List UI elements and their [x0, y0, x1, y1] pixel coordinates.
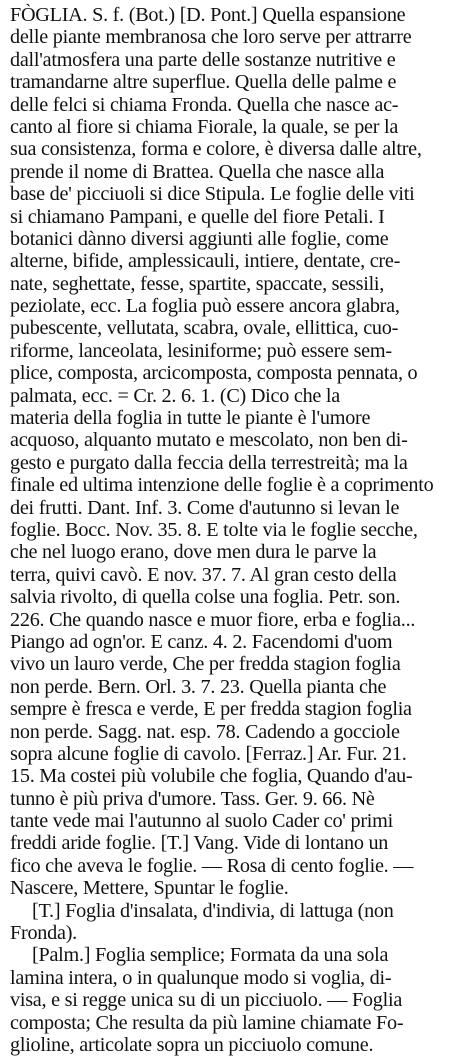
entry-line: base de' picciuoli si dice Stipula. Le foglie delle viti [10, 183, 415, 206]
entry-line: Piango ad ogn'or. E canz. 4. 2. Facendomi d'uom [10, 630, 393, 653]
entry-line: tante vede mai l'autunno al suolo Cader co' primi [10, 810, 393, 833]
entry-line: salvia rivolto, di quella colse una foglia. Petr. son. [10, 586, 401, 609]
dictionary-entry-foglia [10, 4, 466, 1056]
entry-line: si chiamano Pampani, e quelle del fiore Petali. I [10, 205, 385, 228]
entry-line: dei frutti. Dant. Inf. 3. Come d'autunno si levan le [10, 496, 400, 519]
entry-line: terra, quivi cavò. E nov. 37. 7. Al gran cesto della [10, 563, 397, 586]
entry-line: Fronda). [10, 922, 77, 945]
entry-line: fico che aveva le foglie. — Rosa di cento foglie. — [10, 854, 414, 877]
entry-line: sua consistenza, forma e colore, è diversa dalle altre, [10, 138, 422, 161]
entry-line: tramandarne altre superflue. Quella delle palme e [10, 71, 397, 94]
entry-line: nate, seghettate, fesse, spartite, spaccate, sessili, [10, 272, 385, 295]
entry-line: palmata, ecc. = Cr. 2. 6. 1. (C) Dico che la [10, 384, 340, 407]
entry-line: materia della foglia in tutte le piante è l'umore [10, 407, 371, 430]
entry-line: delle piante membranosa che loro serve per attrarre [10, 26, 412, 49]
entry-line: composta; Che resulta da più lamine chiamate Fo- [10, 1011, 404, 1034]
entry-line: 226. Che quando nasce e muor fiore, erba e foglia... [10, 608, 416, 631]
entry-line: finale ed ultima intenzione delle foglie è a coprimento [10, 474, 434, 497]
entry-line: [Palm.] Foglia semplice; Formata da una sola [32, 944, 389, 967]
entry-line: botanici dànno diversi aggiunti alle foglie, come [10, 227, 389, 250]
entry-line: sempre è fresca e verde, E per fredda stagion foglia [10, 698, 412, 721]
entry-line: Nascere, Mettere, Spuntar le foglie. [10, 877, 289, 900]
entry-line: [T.] Foglia d'insalata, d'indivia, di lattuga (non [32, 899, 394, 922]
entry-line: non perde. Bern. Orl. 3. 7. 23. Quella pianta che [10, 675, 387, 698]
entry-line: alterne, bifide, amplessicauli, intiere, dentate, cre- [10, 250, 401, 273]
entry-line: visa, e si regge unica su di un picciuolo. — Foglia [10, 989, 403, 1012]
entry-line: prende il nome di Brattea. Quella che nasce alla [10, 160, 385, 183]
entry-line: 15. Ma costei più volubile che foglia, Quando d'au- [10, 765, 413, 788]
entry-line: glioline, articolate sopra un picciuolo comune. [10, 1033, 374, 1056]
entry-line: peziolate, ecc. La foglia può essere ancora glabra, [10, 295, 400, 318]
entry-line: che nel luogo erano, dove men dura le parve la [10, 541, 377, 564]
entry-line: lamina intera, o in qualunque modo si voglia, di- [10, 966, 392, 989]
entry-line: gesto e purgato dalla feccia della terrestreità; ma la [10, 451, 408, 474]
entry-line: canto al fiore si chiama Fiorale, la quale, se per la [10, 115, 399, 138]
entry-line: sopra alcune foglie di cavolo. [Ferraz.] Ar. Fur. 21. [10, 742, 407, 765]
entry-line: dall'atmosfera una parte delle sostanze nutritive e [10, 48, 396, 71]
entry-line: foglie. Bocc. Nov. 35. 8. E tolte via le foglie secche, [10, 518, 418, 541]
entry-line: non perde. Sagg. nat. esp. 78. Cadendo a gocciole [10, 720, 400, 743]
entry-line: pubescente, vellutata, scabra, ovale, ellittica, cuo- [10, 317, 399, 340]
entry-line: riforme, lanceolata, lesiniforme; può essere sem- [10, 339, 392, 362]
entry-line: delle felci si chiama Fronda. Quella che nasce ac- [10, 93, 399, 116]
entry-line: vivo un lauro verde, Che per fredda stagion foglia [10, 653, 401, 676]
entry-line: freddi aride foglie. [T.] Vang. Vide di lontano un [10, 832, 389, 855]
entry-line: FÒGLIA. S. f. (Bot.) [D. Pont.] Quella espansione [10, 4, 406, 26]
entry-line: tunno è più priva d'umore. Tass. Ger. 9. 66. Nè [10, 787, 375, 810]
entry-line: acquoso, alquanto mutato e mescolato, non ben di- [10, 429, 408, 452]
entry-line: plice, composta, arcicomposta, composta pennata, o [10, 362, 418, 385]
